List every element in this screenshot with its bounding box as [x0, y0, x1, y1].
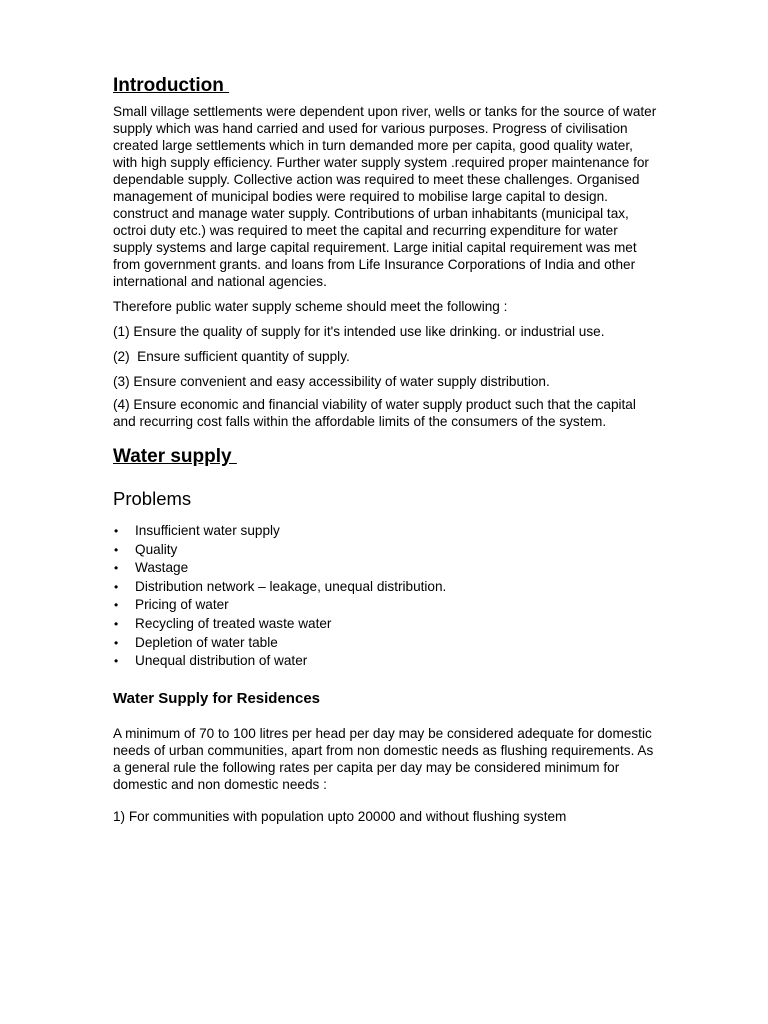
bullet-icon: • — [114, 579, 119, 594]
bullet-icon: • — [114, 616, 119, 631]
bullet-icon: • — [114, 542, 119, 557]
list-item: • Recycling of treated waste water — [113, 615, 658, 634]
problems-list — [113, 522, 658, 671]
bullet-icon: • — [114, 598, 119, 613]
requirement-item-4: (4) Ensure economic and financial viability of water supply product such that the capital and recurring cost falls within the affordable limits of the consumers of the system. — [113, 397, 636, 429]
introduction-heading: Introduction — [113, 75, 230, 96]
list-item: • Depletion of water table — [113, 634, 658, 653]
requirement-item-3: (3) Ensure convenient and easy accessibility of water supply distribution. — [113, 374, 550, 389]
list-item: • Pricing of water — [113, 596, 658, 615]
requirement-item-1: (1) Ensure the quality of supply for it's intended use like drinking. or industrial use. — [113, 324, 605, 339]
bullet-icon: • — [114, 635, 119, 650]
bullet-icon: • — [114, 654, 119, 669]
list-item: • Insufficient water supply — [113, 522, 658, 541]
requirement-item-2: (2) Ensure sufficient quantity of supply. — [113, 349, 350, 364]
list-item: • Unequal distribution of water — [113, 652, 658, 671]
residences-item-1: 1) For communities with population upto 20000 and without flushing system — [113, 808, 567, 824]
document-content — [113, 74, 658, 825]
list-item: • Quality — [113, 541, 658, 560]
introduction-paragraph: Small village settlements were dependent upon river, wells or tanks for the source of water supply which was hand carried and used for various purposes. Progress of civilisation created large settlements which in turn demanded more per capita, good quality water, with high supply efficiency. Further water supply system .required proper maintenance for dependable supply. Collective action was required to meet these challenges. Organised management of municipal bodies were required to mobilise large capital to design. construct and manage water supply. Contributions of urban inhabitants (municipal tax, octroi duty etc.) was required to meet the capital and recurring expenditure for water supply systems and large capital requirement. Large initial capital requirement was met from government grants. and loans from Life Insurance Corporations of India and other international and national agencies. — [113, 104, 657, 289]
list-item: • Distribution network – leakage, unequal distribution. — [113, 578, 658, 597]
requirements-intro: Therefore public water supply scheme should meet the following : — [113, 299, 508, 314]
residences-paragraph: A minimum of 70 to 100 litres per head per day may be considered adequate for domestic needs of urban communities, apart from non domestic needs as flushing requirements. As a general rule the following rates per capita per day may be considered minimum for domestic and non domestic needs : — [113, 725, 654, 792]
bullet-icon: • — [114, 524, 119, 538]
water-supply-heading: Water supply — [113, 446, 237, 467]
bullet-icon: • — [114, 561, 119, 576]
list-item: • Wastage — [113, 559, 658, 578]
residences-heading: Water Supply for Residences — [113, 689, 320, 707]
problems-heading: Problems — [113, 488, 192, 509]
